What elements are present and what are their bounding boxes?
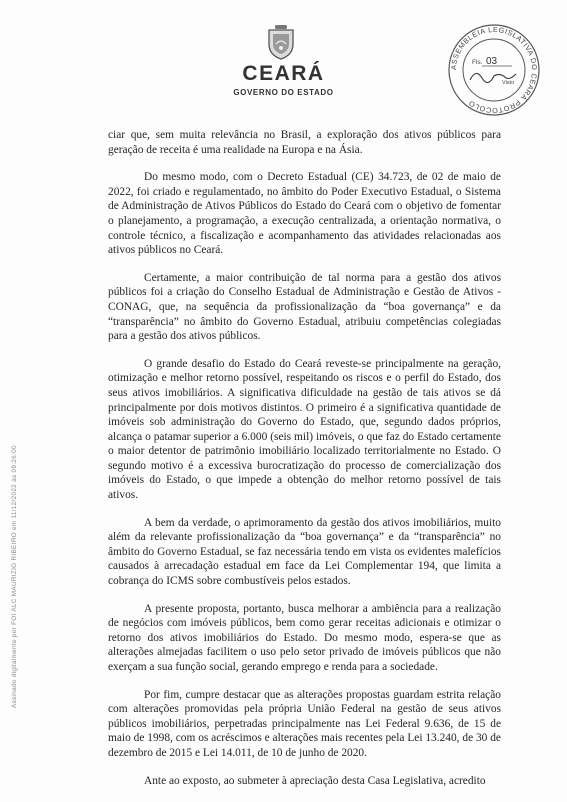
protocol-stamp: [446, 22, 542, 118]
document-body: [108, 128, 501, 801]
paragraph: A presente proposta, portanto, busca melhorar a ambiência para a realização de negócios com imóveis públicos, bem como gerar receitas adicionais e otimizar o retorno dos ativos imobiliários do Estado. Do mesmo modo, espera-se que as alterações almejadas facilitem o uso pelo setor privado de imóveis públicos que não exerçam a sua função social, gerando emprego e renda para a sociedade.: [108, 602, 501, 673]
paragraph: Do mesmo modo, com o Decreto Estadual (CE) 34.723, de 02 de maio de 2022, foi criado e regulamentado, no âmbito do Poder Executivo Estadual, o Sistema de Administração de Ativos Públicos do Estado do Ceará com o objetivo de fomentar o planejamento, a programação, a execução centralizada, a orientação normativa, o controle técnico, a fiscalização e acompanhamento das atividades relacionadas aos ativos públicos no Ceará.: [108, 171, 501, 257]
stamp-fls-value: 03: [486, 56, 498, 67]
stamp-ring-text: ASSEMBLEIA LEGISLATIVA DO CEARÁ PROTOCOLO: [448, 24, 540, 116]
paragraph: A bem da verdade, o aprimoramento da gestão dos ativos imobiliários, muito além da relevante profissionalização da “boa governança” e da “transparência” no âmbito do Governo Estadual, se faz necessária tendo em vista os evidentes malefícios causados à arrecadação estadual em face da Lei Complementar 194, que limita a cobrança do ICMS sobre combustíveis pelos estados.: [108, 516, 501, 588]
stamp-visto-label: Visto: [502, 80, 515, 86]
paragraph: ciar que, sem muita relevância no Brasil, a exploração dos ativos públicos para geração de receita é uma realidade na Europa e na Ásia.: [108, 129, 501, 156]
paragraph: Ante ao exposto, ao submeter à apreciação desta Casa Legislativa, acredito: [144, 774, 486, 787]
state-crest-icon: [266, 24, 296, 60]
brand-subtitle: GOVERNO DO ESTADO: [233, 88, 334, 97]
stamp-fls-label: Fls.: [472, 59, 483, 66]
document-page: CEARÁ GOVERNO DO ESTADO ASSEMBLEIA LEGISLATIVA DO CEARÁ PROTOCOLO Fls. 03 Visto Assinado digitalmente por FOI ALC MAURIZIO RIBEIRO em 11/12/2022 às 09:26:00 ciar que, sem muita relevância no Brasil, a exploração dos ativos públicos para geração de receita é uma realidade na Europa e na Ásia. Do mesmo modo, com o Decreto Estadual (CE) 34.723, de 02 de maio de 2022, foi criado e regulamentado, no âmbito do Poder Executivo Estadual, o Sistema de Administração de Ativos Públicos do Estado do Ceará com o objetivo de fomentar o planejamento, a programação, a execução centralizada, a orientação normativa, o controle técnico, a fiscalização e acompanhamento das atividades relacionadas aos ativos públicos no Ceará. Certamente, a maior contribuição de tal norma para a gestão dos ativos públicos foi a criação do Conselho Estadual de Administração e Gestão de Ativos - CONAG, que, na sequência da profissionalização da “boa governança” e da “transparência” no âmbito do Governo Estadual, atribuiu competências colegiadas para a gestão dos ativos públicos. O grande desafio do Estado do Ceará reveste-se principalmente na geração, otimização e melhor retorno possível, respeitando os riscos e o perfil do Estado, dos seus ativos imobiliários. A significativa dificuldade na gestão de tais ativos se dá principalmente por dois motivos distintos. O primeiro é a significativa quantidade de imóveis sob administração do Governo do Estado, que, segundo dados próprios, alcança o patamar superior a 6.000 (seis mil) imóveis, o que faz do Estado certamente o maior detentor de patrimônio imobiliário localizado territorialmente no Estado. O segundo motivo é a excessiva burocratização do processo de comercialização dos imóveis do Estado, o que impede a obtenção do melhor retorno possível de tais ativos. A bem da verdade, o aprimoramento da gestão dos ativos imobiliários, muito além da relevante profissionalização da “boa governança” e da “transparência” no âmbito do Governo Estadual, se faz necessária tendo em vista os evidentes malefícios causados à arrecadação estadual em face da Lei Complementar 194, que limita a cobrança do ICMS sobre combustíveis pelos estados. A presente proposta, portanto, busca melhorar a ambiência para a realização de negócios com imóveis públicos, bem como gerar receitas adicionais e otimizar o retorno dos ativos imobiliários do Estado. Do mesmo modo, espera-se que as alterações almejadas facilitem o uso pelo setor privado de imóveis públicos que não exerçam a sua função social, gerando emprego e renda para a sociedade. Por fim, cumpre destacar que as alterações propostas guardam estrita relação com alterações promovidas pela própria União Federal na gestão de seus ativos públicos imobiliários, perpetradas principalmente nas Lei Federal 9.636, de 15 de maio de 1998, com os acréscimos e alterações mais recentes pela Lei 13.240, de 30 de dezembro de 2015 e Lei 14.011, de 10 de junho de 2020. Ante ao exposto, ao submeter à apreciação desta Casa Legislativa, acredito: [0, 0, 567, 802]
paragraph: O grande desafio do Estado do Ceará reveste-se principalmente na geração, otimização e melhor retorno possível, respeitando os riscos e o perfil do Estado, dos seus ativos imobiliários. A significativa dificuldade na gestão de tais ativos se dá principalmente por dois motivos distintos. O primeiro é a significativa quantidade de imóveis sob administração do Governo do Estado, que, segundo dados próprios, alcança o patamar superior a 6.000 (seis mil) imóveis, o que faz do Estado certamente o maior detentor de patrimônio imobiliário localizado territorialmente no Estado. O segundo motivo é a excessiva burocratização do processo de comercialização dos imóveis do Estado, o que impede a obtenção do melhor retorno possível de tais ativos.: [108, 357, 501, 502]
paragraph: Certamente, a maior contribuição de tal norma para a gestão dos ativos públicos foi a criação do Conselho Estadual de Administração e Gestão de Ativos - CONAG, que, na sequência da profissionalização da “boa governança” e da “transparência” no âmbito do Governo Estadual, atribuiu competências colegiadas para a gestão dos ativos públicos.: [108, 271, 501, 343]
brand-name: CEARÁ: [242, 62, 325, 85]
paragraph: Por fim, cumpre destacar que as alterações propostas guardam estrita relação com alterações promovidas pela própria União Federal na gestão de seus ativos públicos imobiliários, perpetradas principalmente nas Lei Federal 9.636, de 15 de maio de 1998, com os acréscimos e alterações mais recentes pela Lei 13.240, de 30 de dezembro de 2015 e Lei 14.011, de 10 de junho de 2020.: [108, 688, 501, 759]
